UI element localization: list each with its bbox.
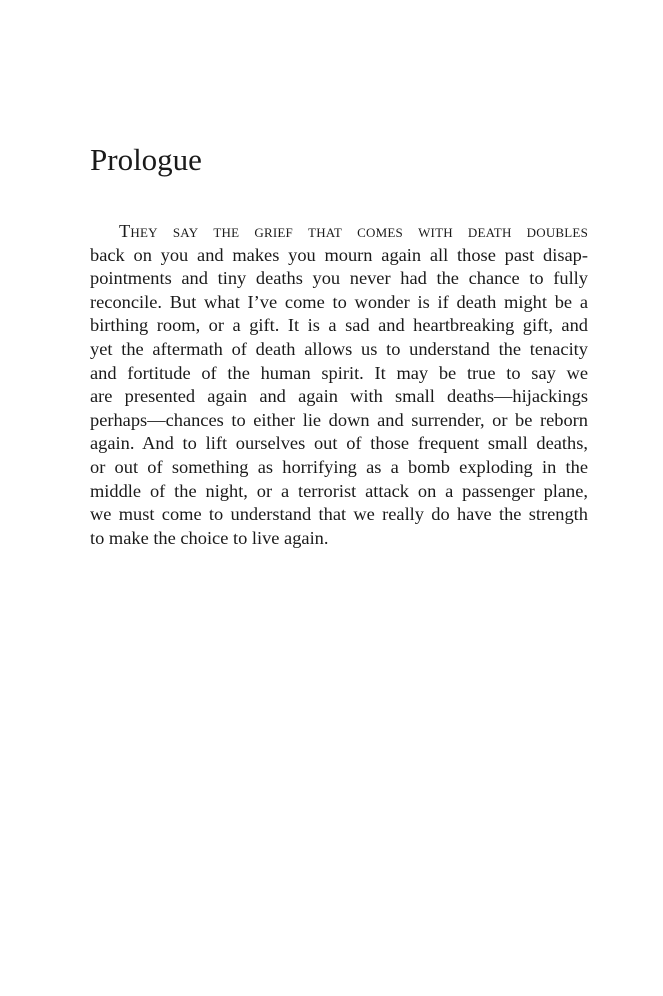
paragraph-line-6: yet the aftermath of death allows us to understand the tenacity xyxy=(90,338,588,359)
paragraph-line-3: pointments and tiny deaths you never had the chance to fully xyxy=(90,268,588,289)
paragraph-line-8: are presented again and again with small deaths—hijackings xyxy=(90,386,588,407)
paragraph-line-5: birthing room, or a gift. It is a sad and heartbreaking gift, and xyxy=(90,315,588,336)
paragraph-line-7: and fortitude of the human spirit. It may be true to say we xyxy=(90,362,588,383)
paragraph-line-4: reconcile. But what I’ve come to wonder is if death might be a xyxy=(90,291,588,312)
paragraph-line-10: again. And to lift ourselves out of those frequent small deaths, xyxy=(90,433,588,454)
prologue-paragraph xyxy=(90,220,588,550)
paragraph-line-14: to make the choice to live again. xyxy=(90,527,329,548)
chapter-title: Prologue xyxy=(90,142,202,177)
paragraph-line-13: we must come to understand that we really do have the strength xyxy=(90,504,588,525)
paragraph-line-2: back on you and makes you mourn again all those past disap- xyxy=(90,244,588,265)
small-caps-lead-in: They say the grief that comes with death doubles xyxy=(119,221,588,241)
paragraph-line-1 xyxy=(90,220,588,244)
paragraph-line-11: or out of something as horrifying as a bomb exploding in the xyxy=(90,456,588,477)
paragraph-line-9: perhaps—chances to either lie down and surrender, or be reborn xyxy=(90,409,588,430)
paragraph-line-12: middle of the night, or a terrorist attack on a passenger plane, xyxy=(90,480,588,501)
